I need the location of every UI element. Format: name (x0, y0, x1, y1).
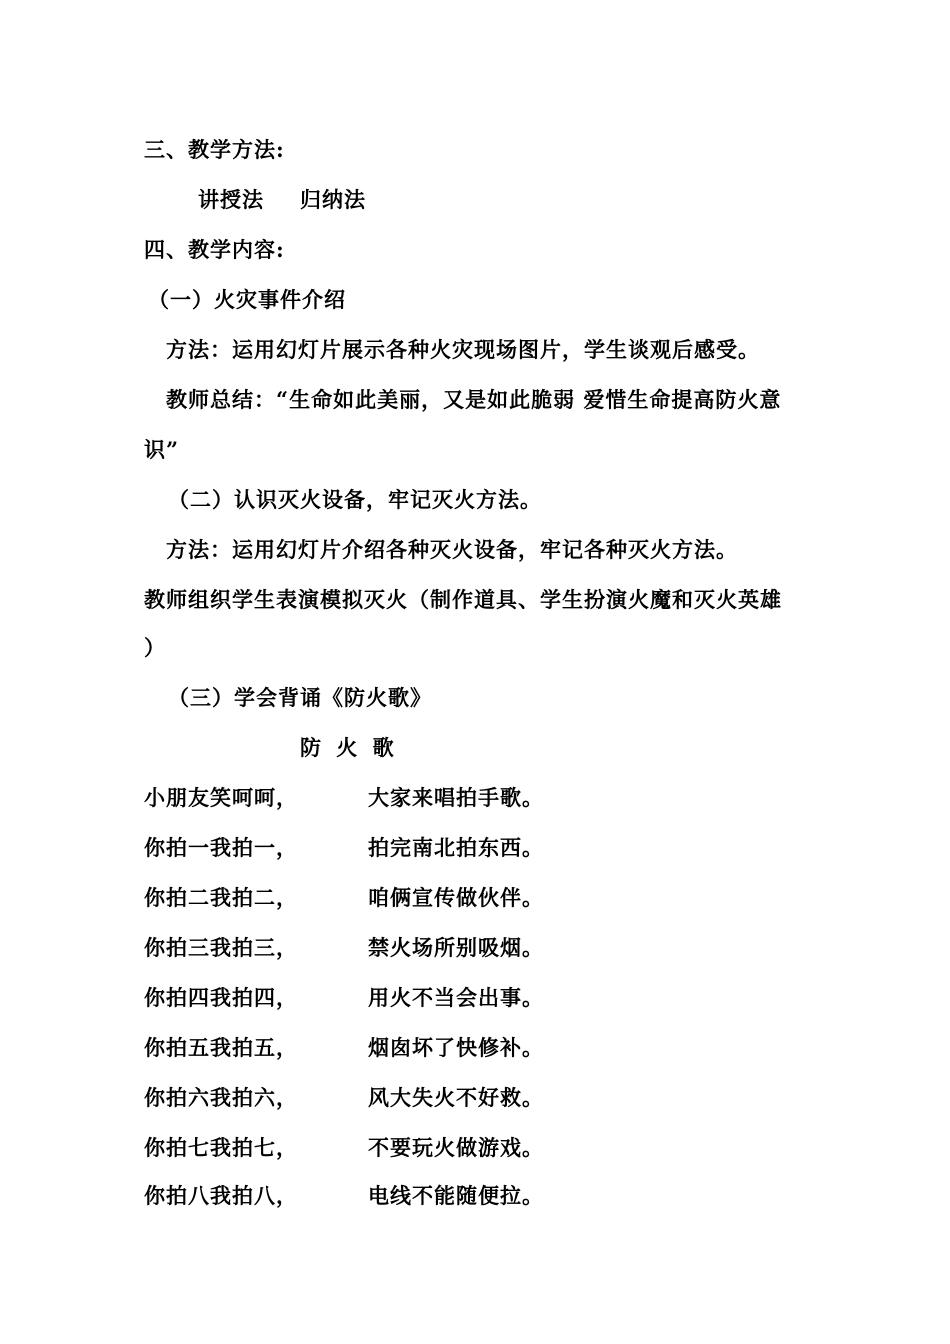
verse-right: 禁火场所别吸烟。 (368, 935, 544, 960)
part-1-heading: （一）火灾事件介绍 (148, 287, 346, 312)
verse-left: 你拍四我拍四， (144, 985, 298, 1010)
verse-right: 风大失火不好救。 (368, 1085, 544, 1110)
verse-left: 小朋友笑呵呵， (144, 785, 298, 810)
verse-left: 你拍二我拍二， (144, 885, 298, 910)
section-3-heading: 三、教学方法: (144, 137, 285, 162)
part-3-heading: （三）学会背诵《防火歌》 (168, 685, 432, 710)
part-2-heading: （二）认识灭火设备，牢记灭火方法。 (168, 487, 542, 512)
section-4-heading: 四、教学内容: (144, 237, 285, 262)
verse-right: 烟囱坏了快修补。 (368, 1035, 544, 1060)
song-title: 防 火 歌 (300, 735, 398, 760)
verse-right: 用火不当会出事。 (368, 985, 544, 1010)
verse-left: 你拍七我拍七， (144, 1135, 298, 1160)
verse-right: 咱俩宣传做伙伴。 (368, 885, 544, 910)
verse-right: 大家来唱拍手歌。 (368, 785, 544, 810)
part-2-activity-line-1: 教师组织学生表演模拟灭火（制作道具、学生扮演火魔和灭火英雄 (144, 587, 782, 612)
part-2-method: 方法：运用幻灯片介绍各种灭火设备，牢记各种灭火方法。 (166, 537, 738, 562)
verse-left: 你拍八我拍八， (144, 1183, 298, 1208)
part-1-summary-line-2: 识” (144, 437, 180, 462)
teaching-method-lecture: 讲授法 (198, 187, 264, 212)
verse-right: 拍完南北拍东西。 (368, 835, 544, 860)
verse-left: 你拍六我拍六， (144, 1085, 298, 1110)
verse-left: 你拍一我拍一， (144, 835, 298, 860)
verse-left: 你拍三我拍三， (144, 935, 298, 960)
teaching-method-induction: 归纳法 (300, 187, 366, 212)
part-1-summary-line-1: 教师总结：“生命如此美丽，又是如此脆弱 爱惜生命提高防火意 (166, 387, 782, 412)
verse-left: 你拍五我拍五， (144, 1035, 298, 1060)
part-1-method: 方法：运用幻灯片展示各种火灾现场图片，学生谈观后感受。 (166, 337, 760, 362)
part-2-activity-line-2: ） (144, 635, 166, 660)
verse-right: 不要玩火做游戏。 (368, 1135, 544, 1160)
verse-right: 电线不能随便拉。 (368, 1183, 544, 1208)
